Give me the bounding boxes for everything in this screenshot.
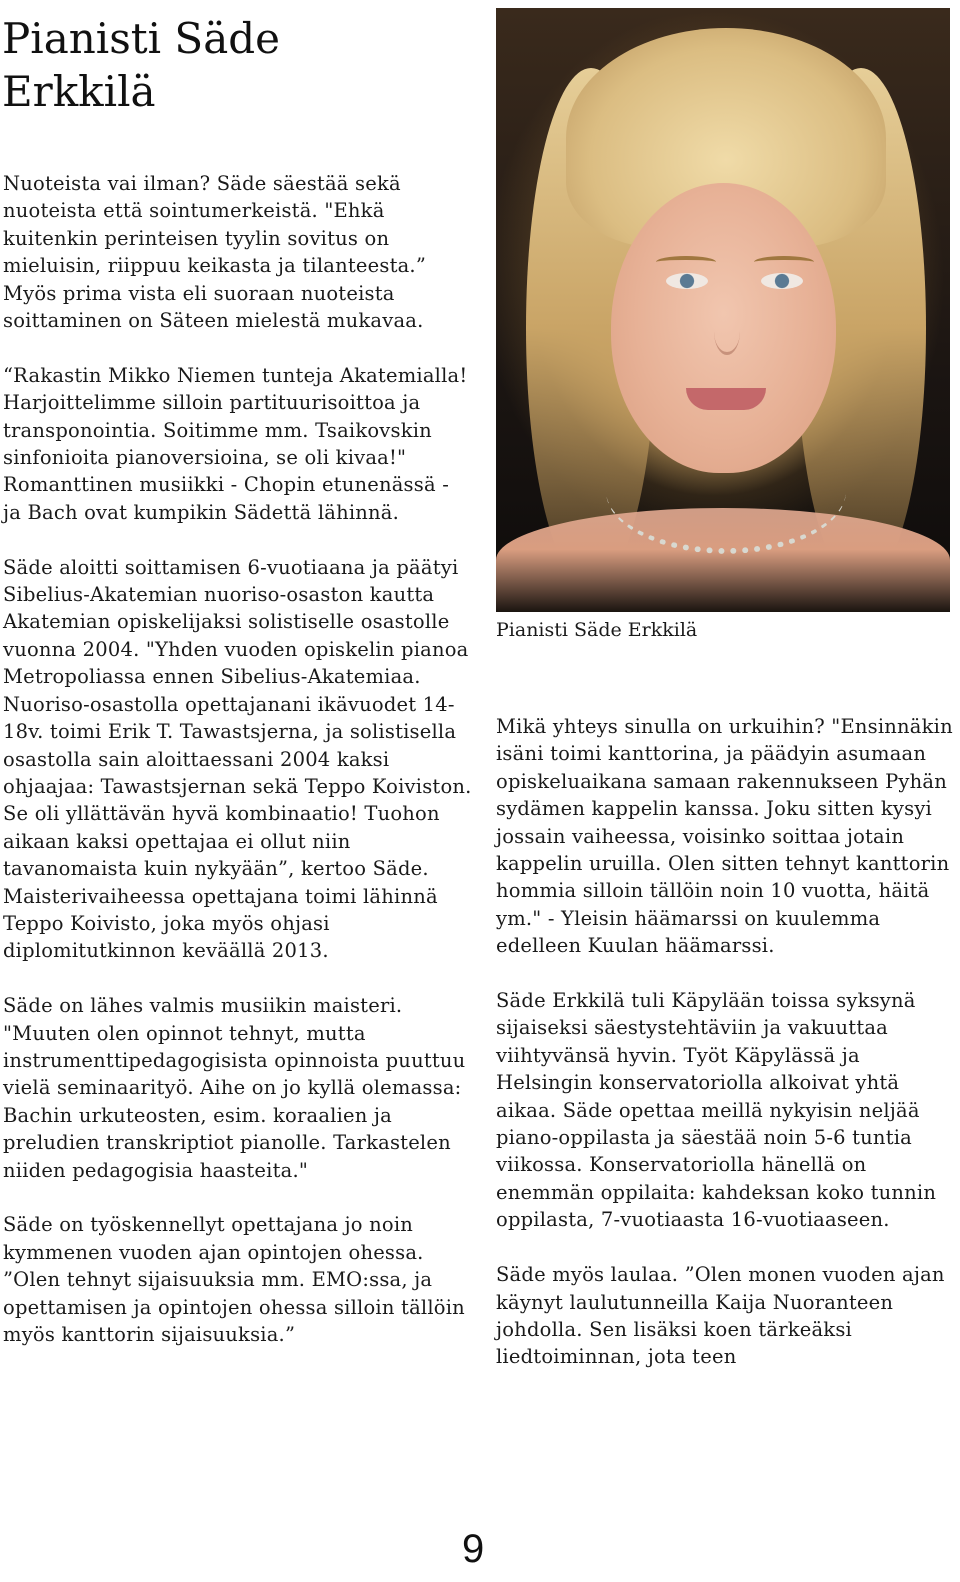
photo-mouth: [686, 388, 766, 410]
paragraph: Säde on työskennellyt opettajana jo noin kymmenen vuoden ajan opintojen ohessa. ”Olen tehnyt sijaisuuksia mm. EMO:ssa, ja opettamisen ja opintojen ohessa silloin tällöin myös kanttorin sijaisuuksia.”: [3, 1213, 465, 1346]
paragraph: Säde myös laulaa. ”Olen monen vuoden ajan käynyt laulutunneilla Kaija Nuoranteen johdolla. Sen lisäksi koen tärkeäksi liedtoiminnan, jota teen: [496, 1263, 945, 1369]
paragraph: Säde on lähes valmis musiikin maisteri. "Muuten olen opinnot tehnyt, mutta instrumenttipedagogisista opinnoista puuttuu vielä seminaarityö. Aihe on jo kyllä olemassa: Bachin urkuteosten, esim. koraalien ja preludien transkriptiot pianolle. Tarkastelen niiden pedagogisia haasteita.": [3, 994, 466, 1182]
portrait-photo: [496, 8, 950, 612]
paragraph: “Rakastin Mikko Niemen tunteja Akatemialla! Harjoittelimme silloin partituurisoittoa ja transponointia. Soitimme mm. Tsaikovskin sinfonioita pianoversioina, se oli kivaa!" Romanttinen musiikki - Chopin etunenässä - ja Bach ovat kumpikin Sädettä lähinnä.: [3, 363, 468, 524]
paragraph: Säde aloitti soittamisen 6-vuotiaana ja päätyi Sibelius-Akatemian nuoriso-osaston kautta Akatemian opiskelijaksi solistiselle osastolle vuonna 2004. "Yhden vuoden opiskelin pianoa Metropoliassa ennen Sibelius-Akatemiaa. Nuoriso-osastolla opettajanani ikävuodet 14-18v. toimi Erik T. Tawastsjerna, ja solistisella osastolla sain aloittaessani 2004 kaksi ohjaajaa: Tawastsjernan sekä Teppo Koiviston. Se oli yllättävän hyvä kombinaatio! Tuohon aikaan kaksi opettajaa ei ollut niin tavanomaista kuin nykyään”, kertoo Säde. Maisterivaiheessa opettajana toimi lähinnä Teppo Koivisto, joka myös ohjasi diplomitutkinnon keväällä 2013.: [3, 555, 472, 963]
photo-nose: [714, 308, 740, 355]
right-column: [496, 713, 956, 1398]
page-number: 9: [462, 1527, 485, 1571]
left-column: [3, 170, 473, 1376]
photo-necklace: [606, 428, 846, 554]
paragraph: Säde Erkkilä tuli Käpylään toissa syksynä sijaiseksi säestystehtäviin ja vakuuttaa viihtyvänsä hyvin. Työt Käpylässä ja Helsingin konservatoriolla alkoivat yhtä aikaa. Säde opettaa meillä nykyisin neljää piano-oppilasta ja säestää noin 5-6 tuntia viikossa. Konservatoriolla hänellä on enemmän oppilaita: kahdeksan koko tunnin oppilasta, 7-vuotiaasta 16-vuotiaaseen.: [496, 989, 937, 1232]
photo-eye-right: [761, 273, 803, 289]
paragraph: Nuoteista vai ilman? Säde säestää sekä nuoteista että sointumerkeistä. "Ehkä kuitenkin perinteisen tyylin sovitus on mieluisin, riippuu keikasta ja tilanteesta.” Myös prima vista eli suoraan nuoteista soittaminen on Säteen mielestä mukavaa.: [3, 172, 426, 333]
photo-brow-right: [754, 256, 814, 268]
article-title: Pianisti Säde Erkkilä: [2, 14, 280, 116]
photo-eye-left: [666, 273, 708, 289]
paragraph: Mikä yhteys sinulla on urkuihin? "Ensinnäkin isäni toimi kanttorina, ja päädyin asumaan opiskeluaikana samaan rakennukseen Pyhän sydämen kappelin kanssa. Joku sitten kysyi jossain vaiheessa, voisinko soittaa jotain kappelin uruilla. Olen sitten tehnyt kanttorin hommia silloin tällöin noin 10 vuotta, häitä ym." - Yleisin häämarssi on kuulemma edelleen Kuulan häämarssi.: [496, 715, 953, 958]
photo-brow-left: [656, 256, 716, 268]
photo-caption: Pianisti Säde Erkkilä: [496, 619, 698, 641]
